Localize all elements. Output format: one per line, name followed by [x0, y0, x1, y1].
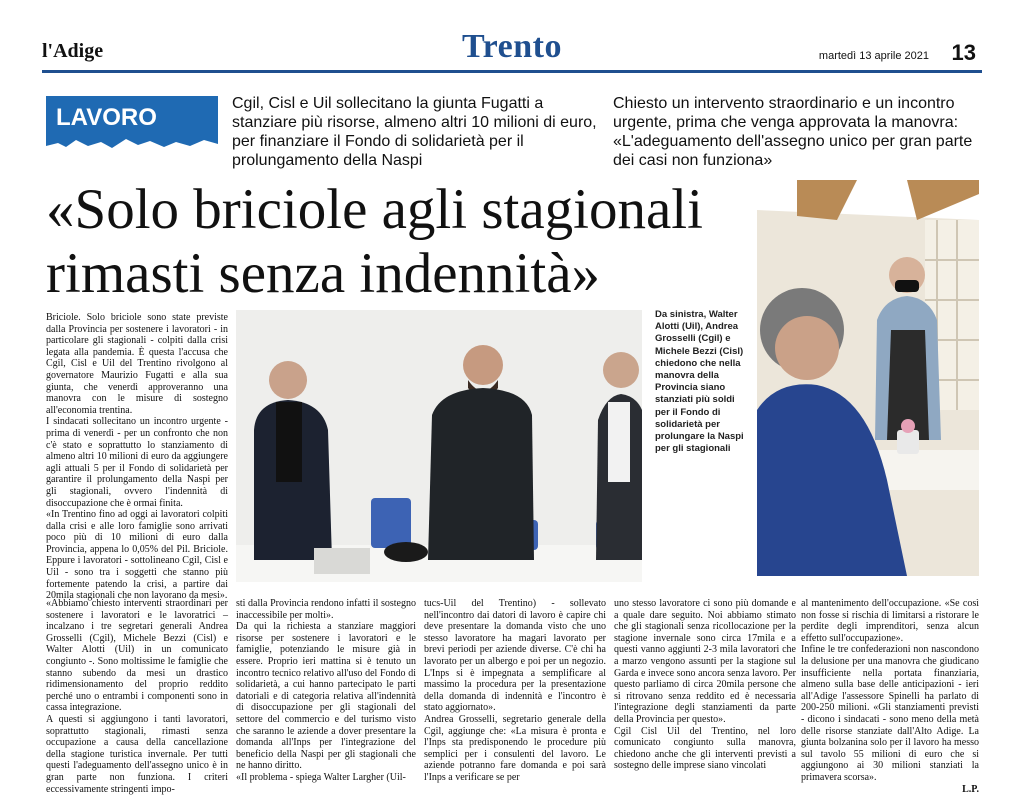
paragraph: al mantenimento dell'occupazione. «Se così non fosse si rischia di limitarsi a ristorare le perdite degli imprenditori, senza alcun effetto sull'occupazione».: [801, 598, 979, 644]
paragraph: tucs-Uil del Trentino) - sollevato nell'incontro dai datori di lavoro è capire chi deve presentare la domanda visto che uno stesso lavoratore ha magari lavorato per brevi periodi per aziende diverse. C'è chi ha lavorato per un albergo e poi per un negozio. L'Inps si è impegnata a semplificare al massimo la procedura per la presentazione della domanda di indennità e l'incontro è stato aggiornato».: [424, 598, 606, 714]
article-column-4: [614, 598, 796, 772]
paragraph: «In Trentino fino ad oggi ai lavoratori colpiti dalla crisi e alle loro famiglie sono arrivati poco più di 10 milioni di euro dalla Provincia, appena lo 0,05% del Pil. Briciole. Eppure i lavoratori - sottolineano Cgil, Cisl e Uil - sono tra i soggetti che stanno più fortemente patendo la crisi, a partire dai 20mila stagionali che non lavorano da mesi».: [46, 509, 228, 602]
paragraph: Cgil Cisl Uil del Trentino, nel loro comunicato congiunto sulla manovra, chiedono anche che gli interventi previsti a sostegno delle imprese siano vincolati: [614, 725, 796, 772]
restaurant-photo-illustration: [757, 180, 979, 576]
issue-date: martedì 13 aprile 2021: [818, 50, 929, 62]
union-leaders-photo-illustration: [236, 310, 642, 582]
section-title: Trento: [462, 28, 562, 65]
masthead: l'Adige: [42, 40, 104, 62]
headline-line-1: «Solo briciole agli stagionali: [46, 178, 703, 241]
paragraph: «Il problema - spiega Walter Largher (Uil-: [236, 771, 406, 783]
article-column-1-bottom: [46, 598, 228, 795]
rubric-label: LAVORO: [56, 104, 157, 131]
rubric-box: [46, 96, 218, 156]
mountain-silhouette-icon: [46, 134, 218, 156]
paragraph: sti dalla Provincia rendono infatti il sostegno inaccessibile per molti».: [236, 598, 416, 621]
paragraph: A questi si aggiungono i tanti lavoratori, soprattutto stagionali, rimasti senza occupazione a causa della cancellazione della stagione turistica invernale. Per tutti questi l'adeguamento dell'assegno unico è in gran parte non funziona. I criteri eccessivamente stringenti impo-: [46, 713, 228, 795]
article-column-1-top: [46, 312, 228, 602]
photo-restaurant-waiter: [757, 180, 979, 576]
kicker-right: Chiesto un intervento straordinario e un incontro urgente, prima che venga approvata la manovra: «L'adeguamento dell'assegno unico per gran parte dei casi non funziona»: [613, 95, 973, 169]
kicker-left: Cgil, Cisl e Uil sollecitano la giunta Fugatti a stanziare più risorse, almeno altri 10 milioni di euro, per finanziare il Fondo di solidarietà per il prolungamento della Naspi: [232, 95, 597, 169]
photo-union-leaders: [236, 310, 642, 582]
page-number: 13: [951, 40, 976, 65]
article-column-2: [236, 598, 416, 784]
paragraph: I sindacati sollecitano un incontro urgente - prima di venerdì - per un confronto che non c'è stato e soprattutto lo stanziamento di almeno altri 10 milioni di euro da aggiungere agli attuali 5 per il Fondo di solidarietà per garantire il prolungamento della Naspi per gli stagionali, ovvero l'indennità di disoccupazione che è ormai finita.: [46, 416, 228, 509]
paragraph: «Abbiamo chiesto interventi straordinari per sostenere i lavoratori e le lavoratrici – incalzano i tre segretari generali Andrea Grosselli (Cgil), Michele Bezzi (Cisl) e Walter Alotti (Uil) in un comunicato congiunto -. Sono moltissime le famiglie che stanno subendo da mesi un drastico ridimensionamento del proprio reddito perché uno o entrambi i componenti sono in cassa integrazione.: [46, 598, 228, 714]
article-column-3: [424, 598, 606, 784]
headline-line-2: rimasti senza indennità»: [46, 242, 600, 305]
paragraph: uno stesso lavoratore ci sono più domande e a quale dare seguito. Noi abbiamo stimato che gli stagionali senza ricollocazione per la stagione invernale sono circa 17mila e a questi vanno aggiunti 2-3 mila lavoratori che a marzo vengono assunti per la stagione sul Garda e invece sono ancora senza lavoro. Per questo parliamo di circa 20mila persone che si ritrovano senza reddito ed è necessaria l'integrazione degli stanziamenti da parte della Provincia per questo».: [614, 598, 796, 725]
photo-caption: Da sinistra, Walter Alotti (Uil), Andrea Grosselli (Cgil) e Michele Bezzi (Cisl) chiedono che nella manovra della Provincia siano stanziati più soldi per il Fondo di solidarietà per prolungare la Naspi per gli stagionali: [655, 309, 744, 455]
paragraph: Andrea Grosselli, segretario generale della Cgil, aggiunge che: «La misura è pronta e l'Inps sta predisponendo le procedure più semplici per i consulenti del lavoro. Le aziende potranno fare domanda e poi sarà l'Inps a verificare se per: [424, 713, 606, 783]
author-signature: L.P.: [962, 783, 979, 795]
headline: [46, 178, 746, 306]
header-rule: [42, 70, 982, 73]
paragraph: Briciole. Solo briciole sono state previste dalla Provincia per sostenere i lavoratori - in particolare gli stagionali - colpiti dalla crisi legata alla pandemia. È questa l'accusa che Cgil, Cisl e Uil del Trentino rivolgono al governatore Maurizio Fugatti e alla sua giunta, che venerdì approveranno una manovra con le misure di sostegno all'economia trentina.: [46, 312, 228, 416]
paragraph: Da qui la richiesta a stanziare maggiori risorse per sostenere i lavoratori e le famiglie, potenziando le misure già in essere. Proprio ieri mattina si è tenuto un incontro tecnico relativo all'uso del Fondo di solidarietà, a cui hanno partecipato le parti datoriali e di categoria relativa all'indennità di disoccupazione per gli stagionali del settore del commercio e del turismo visto che saranno le aziende a dover presentare la domanda all'Inps per l'integrazione del beneficio della Naspi per gli stagionali che ne hanno diritto.: [236, 621, 416, 772]
article-column-5: [801, 598, 979, 795]
paragraph: Infine le tre confederazioni non nascondono la delusione per una manovra che giudicano insufficiente nella portata finanziaria, almeno sulla base delle anticipazioni - ieri all'Adige l'assessore Spinelli ha parlato di 200-250 milioni. «Gli stanziamenti previsti - dicono i sindacati - sono meno della metà delle risorse stanziate dall'Alto Adige. La giunta bolzanina solo per il lavoro ha messo sul tavolo 55 milioni di euro che si aggiungono ai 30 milioni stanziati la primavera scorsa».: [801, 644, 979, 783]
